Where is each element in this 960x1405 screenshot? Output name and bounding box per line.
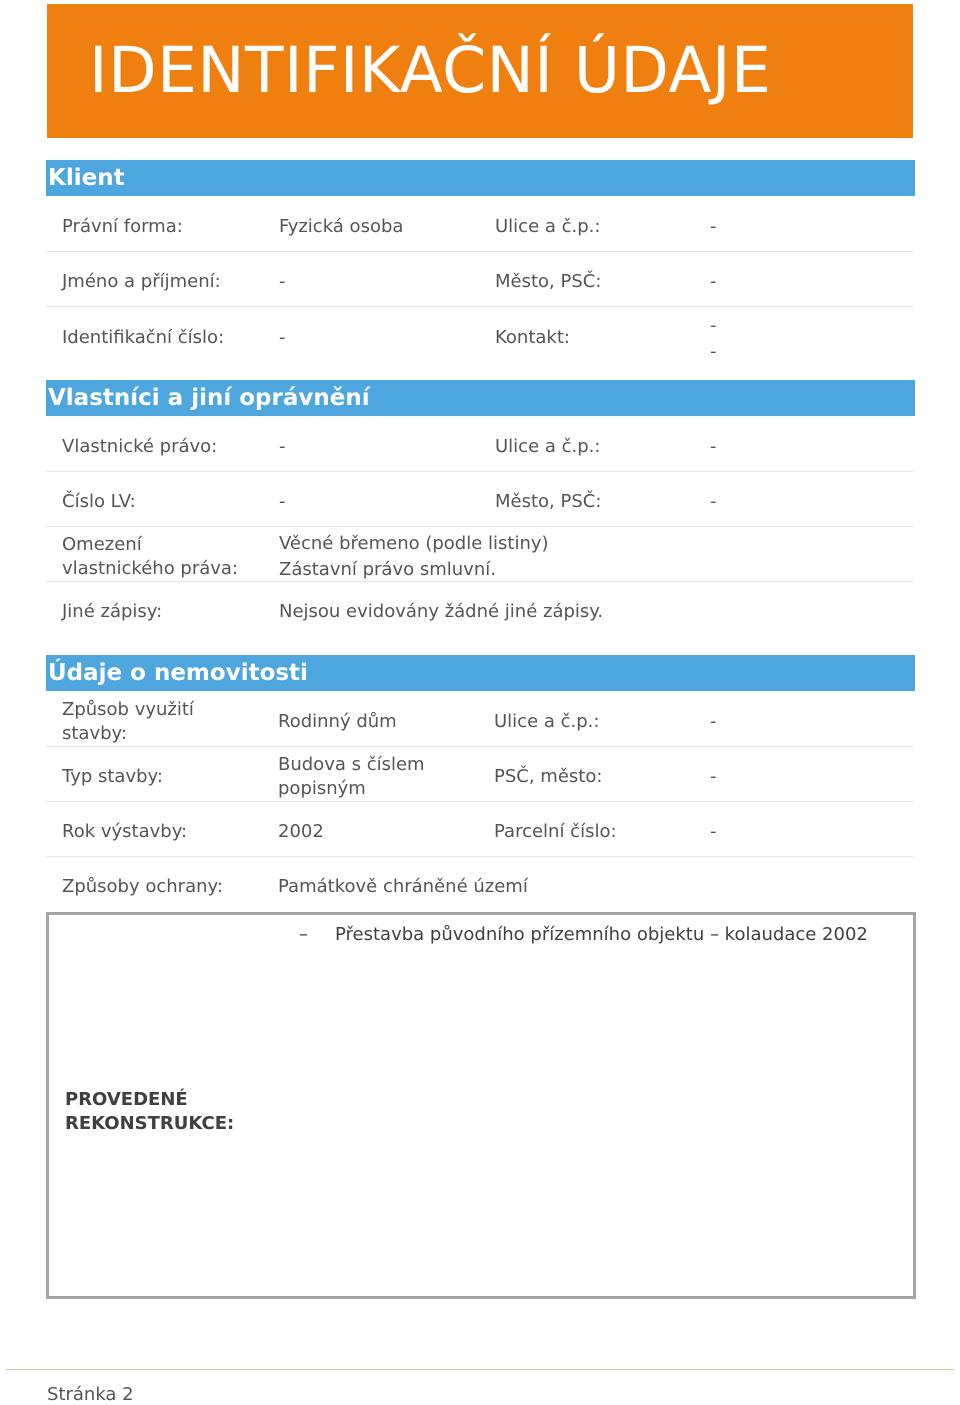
client-contact-value-2: - — [710, 341, 717, 362]
section-property-header — [46, 655, 915, 691]
property-street-label: Ulice a č.p.: — [494, 711, 600, 732]
client-row-id — [46, 307, 913, 379]
title-banner — [47, 4, 913, 138]
section-client-title: Klient — [48, 165, 125, 191]
client-name-value: - — [279, 271, 286, 292]
owners-row-restriction — [46, 527, 913, 582]
restriction-value-1: Věcné břemeno (podle listiny) — [279, 533, 549, 554]
owners-street-label: Ulice a č.p.: — [495, 436, 601, 457]
property-row-year — [46, 802, 913, 857]
property-row-protection — [46, 857, 913, 912]
client-city-label: Město, PSČ: — [495, 271, 602, 292]
other-entries-value: Nejsou evidovány žádné jiné zápisy. — [279, 601, 604, 622]
client-city-value: - — [710, 271, 717, 292]
client-contact-value-1: - — [710, 315, 717, 336]
restriction-label-1: Omezení — [62, 534, 142, 555]
year-label: Rok výstavby: — [62, 821, 188, 842]
protection-label: Způsoby ochrany: — [62, 876, 223, 897]
owners-row-ownership — [46, 417, 913, 472]
section-owners-title: Vlastníci a jiní oprávnění — [48, 385, 370, 411]
type-value-1: Budova s číslem — [278, 754, 425, 775]
parcel-value: - — [710, 821, 717, 842]
ownership-value: - — [279, 436, 286, 457]
reconstruction-list-item — [299, 923, 868, 947]
page-number: Stránka 2 — [47, 1384, 134, 1405]
owners-city-value: - — [710, 491, 717, 512]
owners-city-label: Město, PSČ: — [495, 491, 602, 512]
client-row-legal-form — [46, 197, 913, 252]
property-zip-label: PSČ, město: — [494, 766, 603, 787]
parcel-label: Parcelní číslo: — [494, 821, 617, 842]
client-street-label: Ulice a č.p.: — [495, 216, 601, 237]
protection-value: Památkově chráněné území — [278, 876, 528, 897]
lv-value: - — [279, 491, 286, 512]
property-street-value: - — [710, 711, 717, 732]
client-street-value: - — [710, 216, 717, 237]
section-client-header — [46, 160, 915, 196]
client-id-value: - — [279, 327, 286, 348]
bullet-dash: – — [299, 924, 308, 945]
usage-label-2: stavby: — [62, 723, 127, 744]
footer-divider — [6, 1369, 954, 1370]
type-label: Typ stavby: — [62, 766, 163, 787]
client-contact-label: Kontakt: — [495, 327, 570, 348]
section-owners-header — [46, 380, 915, 416]
restriction-value-2: Zástavní právo smluvní. — [279, 559, 496, 580]
property-zip-value: - — [710, 766, 717, 787]
year-value: 2002 — [278, 821, 324, 842]
client-row-name — [46, 252, 913, 307]
restriction-label-2: vlastnického práva: — [62, 558, 239, 579]
legal-form-label: Právní forma: — [62, 216, 183, 237]
reconstruction-box — [46, 912, 916, 1299]
section-property-title: Údaje o nemovitosti — [48, 660, 308, 686]
ownership-label: Vlastnické právo: — [62, 436, 218, 457]
page-title: IDENTIFIKAČNÍ ÚDAJE — [89, 34, 772, 107]
client-id-label: Identifikační číslo: — [62, 327, 225, 348]
type-value-2: popisným — [278, 778, 366, 799]
owners-street-value: - — [710, 436, 717, 457]
lv-label: Číslo LV: — [62, 491, 136, 512]
client-name-label: Jméno a příjmení: — [62, 271, 221, 292]
reconstruction-title-line-2: REKONSTRUKCE: — [65, 1113, 235, 1134]
usage-value: Rodinný dům — [278, 711, 397, 732]
property-row-type — [46, 747, 913, 802]
owners-row-lv — [46, 472, 913, 527]
reconstruction-title-line-1: PROVEDENÉ — [65, 1089, 188, 1110]
usage-label-1: Způsob využití — [62, 699, 194, 720]
property-row-usage — [46, 692, 913, 747]
owners-row-other — [46, 582, 913, 642]
reconstruction-item-text: Přestavba původního přízemního objektu – kolaudace 2002 — [335, 924, 868, 945]
reconstruction-title — [65, 1088, 234, 1136]
other-entries-label: Jiné zápisy: — [62, 601, 163, 622]
legal-form-value: Fyzická osoba — [279, 216, 404, 237]
